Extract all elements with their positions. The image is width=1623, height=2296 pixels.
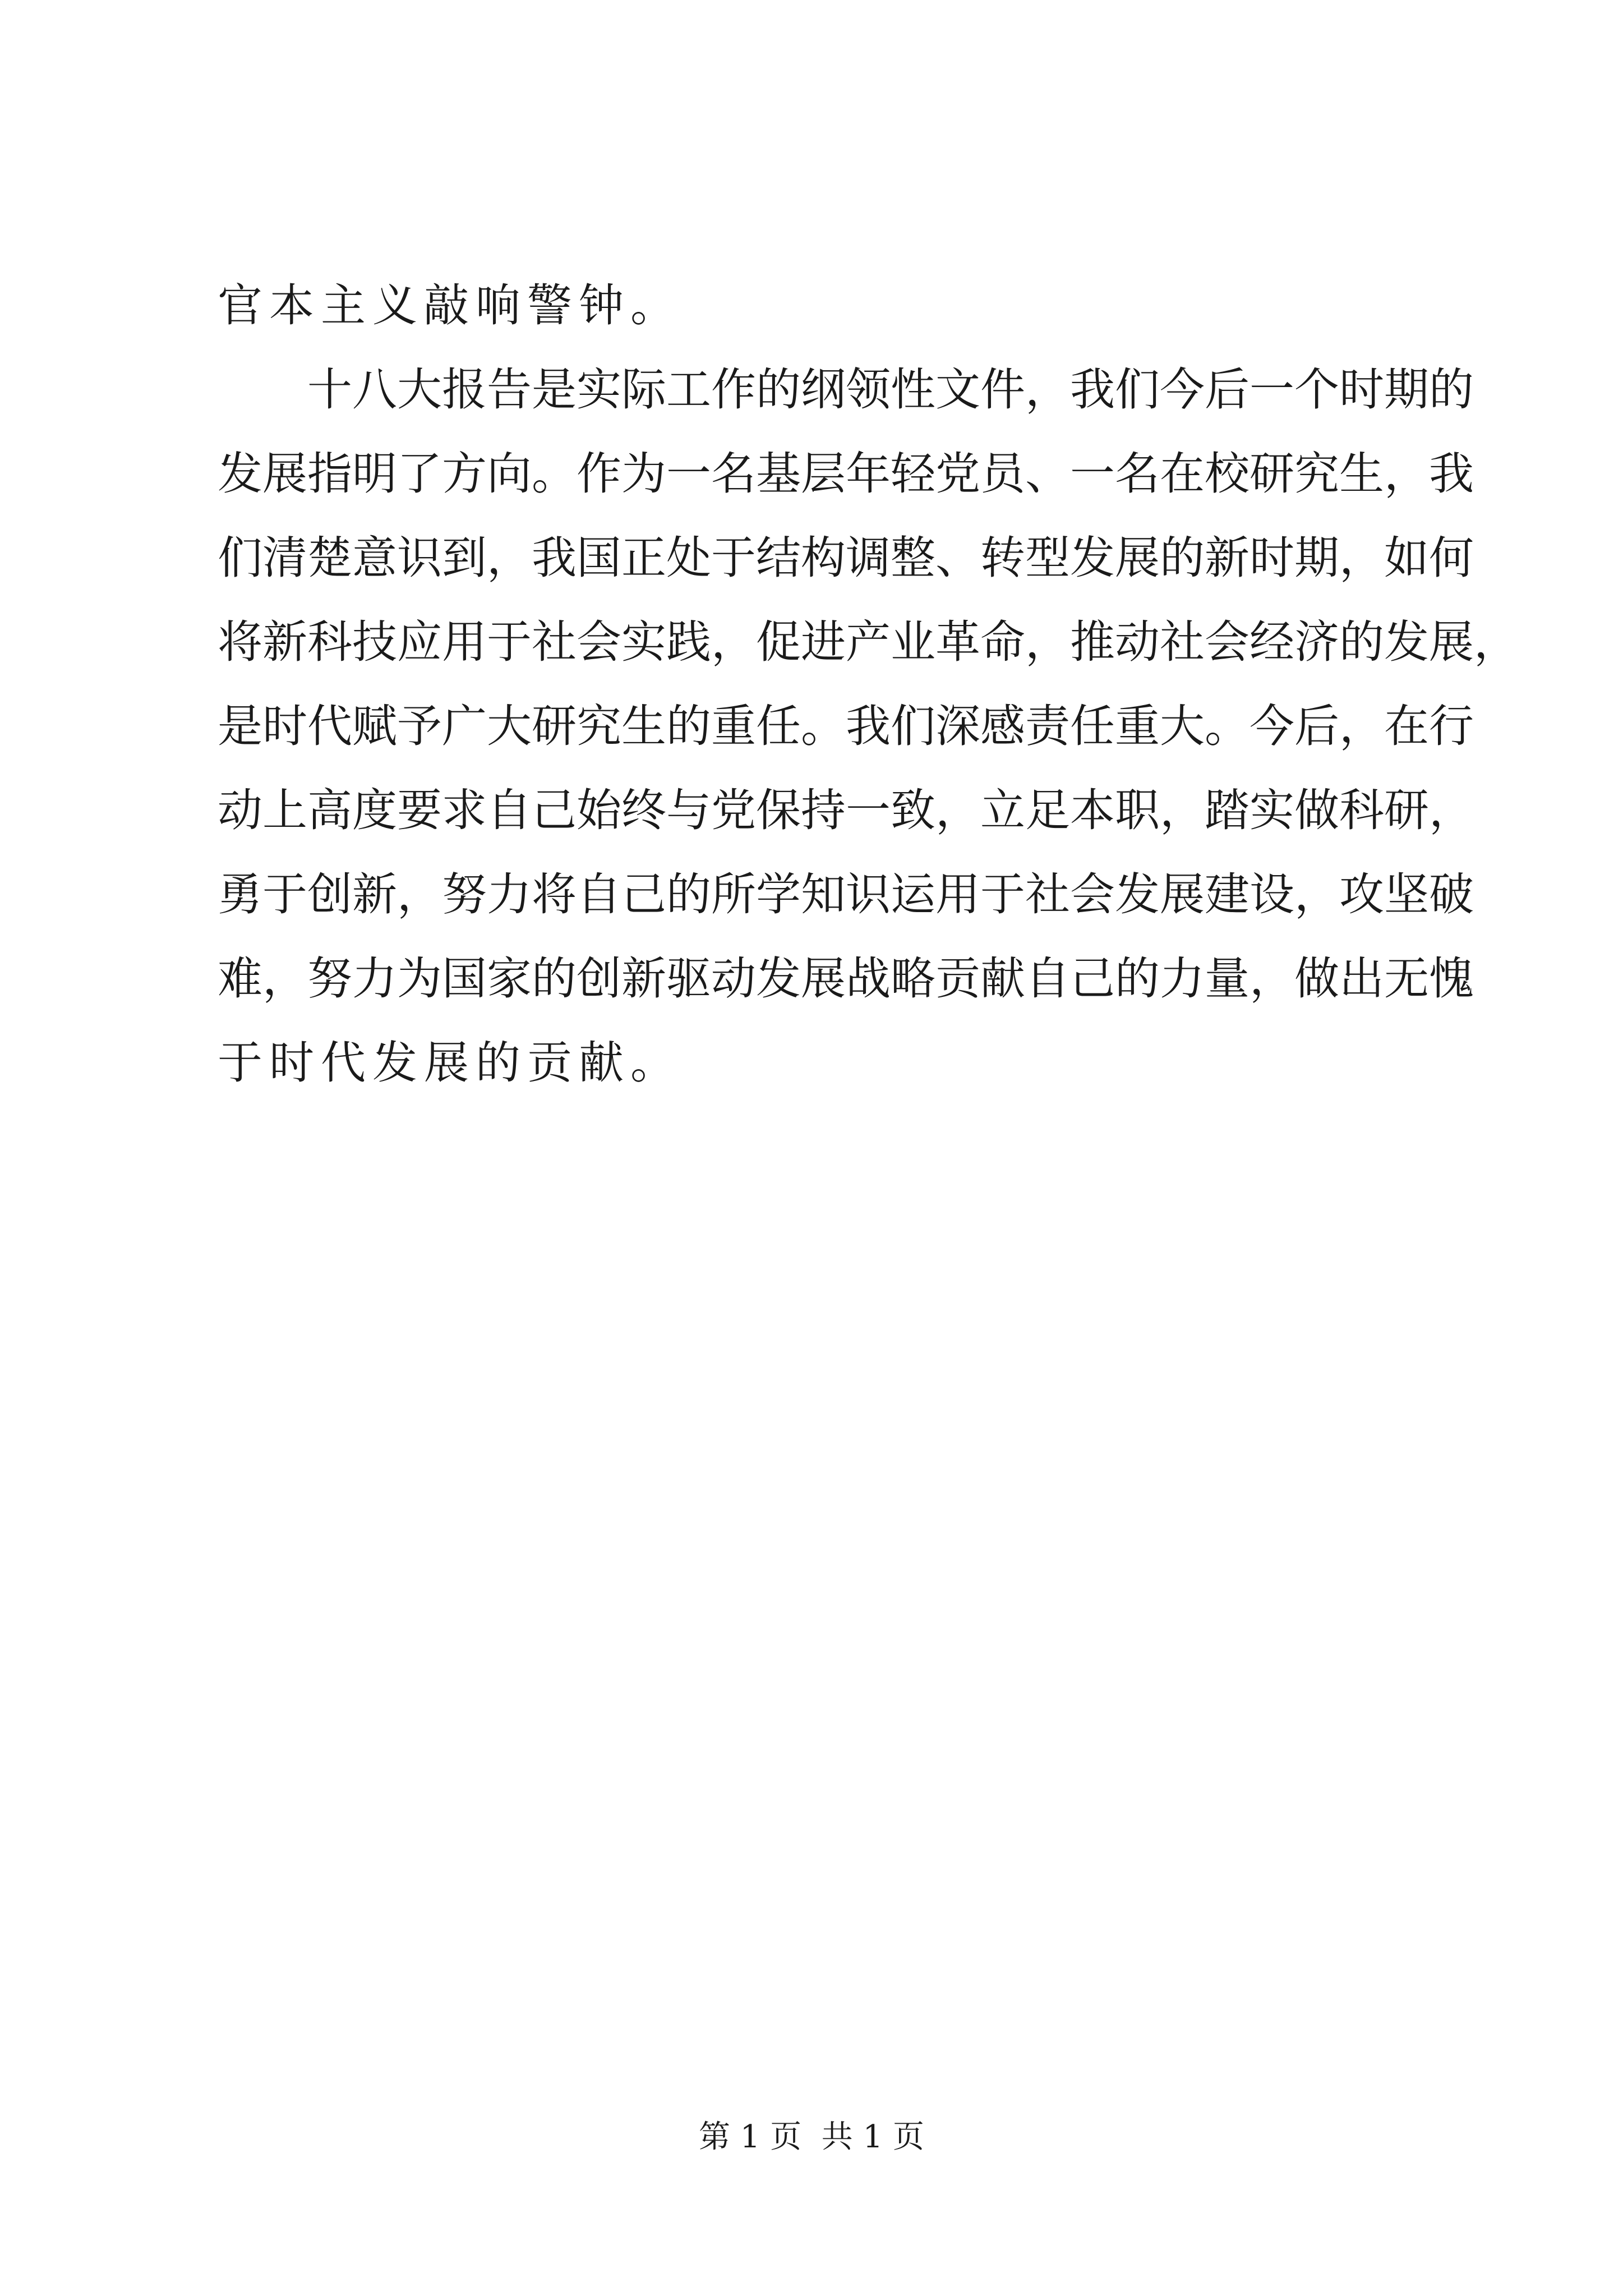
text-line: 官本主义敲响警钟。 (218, 279, 682, 332)
text-line: 动上高度要求自己始终与党保持一致，立足本职，踏实做科研， (218, 784, 1474, 836)
text-line: 十八大报告是实际工作的纲领性文件，我们今后一个时期的 (307, 364, 1474, 416)
text-line: 勇于创新，努力将自己的所学知识运用于社会发展建设，攻坚破 (218, 868, 1474, 921)
document-body (218, 264, 1519, 1105)
text-line: 们清楚意识到，我国正处于结构调整、转型发展的新时期，如何 (218, 532, 1474, 584)
text-line: 难，努力为国家的创新驱动发展战略贡献自己的力量，做出无愧 (218, 953, 1474, 1005)
text-line: 将新科技应用于社会实践，促进产业革命，推动社会经济的发展， (218, 616, 1519, 668)
text-line: 是时代赋予广大研究生的重任。我们深感责任重大。今后，在行 (218, 700, 1474, 752)
text-line: 发展指明了方向。作为一名基层年轻党员、一名在校研究生，我 (218, 448, 1474, 500)
text-line: 于时代发展的贡献。 (218, 1037, 682, 1089)
page-footer: 第 1 页 共 1 页 (698, 2119, 925, 2155)
